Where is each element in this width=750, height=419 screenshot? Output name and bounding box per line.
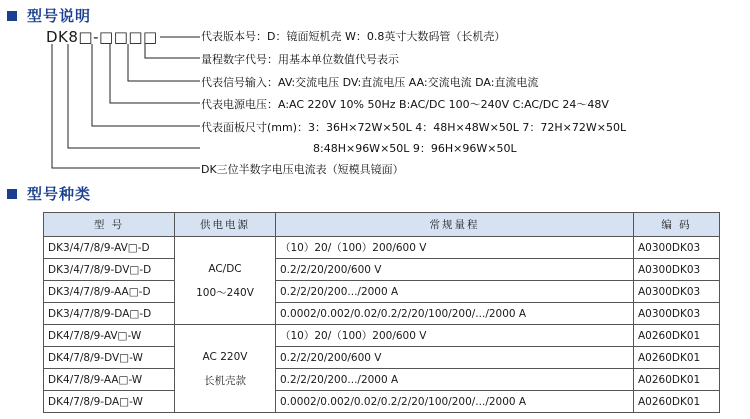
- model-cell: DK4/7/8/9-DV□-W: [44, 347, 175, 369]
- range-cell: 0.0002/0.002/0.02/0.2/2/20/100/200/.../2000 A: [276, 303, 634, 325]
- desc-range-code: 量程数字代号：用基本单位数值代号表示: [201, 53, 399, 66]
- code-cell: A0260DK01: [634, 325, 720, 347]
- model-types-table: [43, 212, 720, 413]
- power-line: 100～240V: [196, 286, 254, 299]
- section-model-types: [7, 183, 91, 204]
- code-cell: A0300DK03: [634, 259, 720, 281]
- header-model: 型 号: [44, 213, 175, 237]
- power-cell: [175, 237, 276, 325]
- power-cell: [175, 325, 276, 413]
- section-title: 型号种类: [27, 185, 92, 203]
- range-cell: 0.0002/0.002/0.02/0.2/2/20/100/200/.../2000 A: [276, 391, 634, 413]
- model-cell: DK3/4/7/8/9-AA□-D: [44, 281, 175, 303]
- desc-product: DK三位半数字电压电流表（短模具镜面）: [201, 163, 404, 176]
- table-header-row: [44, 213, 720, 237]
- model-cell: DK4/7/8/9-AV□-W: [44, 325, 175, 347]
- table-row: [44, 281, 720, 303]
- range-cell: （10）20/（100）200/600 V: [276, 325, 634, 347]
- model-cell: DK3/4/7/8/9-DV□-D: [44, 259, 175, 281]
- model-cell: DK4/7/8/9-AA□-W: [44, 369, 175, 391]
- section-title: 型号说明: [27, 7, 92, 25]
- code-cell: A0300DK03: [634, 281, 720, 303]
- header-code: 编 码: [634, 213, 720, 237]
- power-line: AC 220V: [202, 350, 248, 363]
- range-cell: 0.2/2/20/200/600 V: [276, 259, 634, 281]
- table-row: [44, 325, 720, 347]
- model-cell: DK3/4/7/8/9-DA□-D: [44, 303, 175, 325]
- model-cell: DK3/4/7/8/9-AV□-D: [44, 237, 175, 259]
- model-cell: DK4/7/8/9-DA□-W: [44, 391, 175, 413]
- code-cell: A0260DK01: [634, 369, 720, 391]
- table-row: [44, 259, 720, 281]
- table-row: [44, 347, 720, 369]
- header-range: 常规量程: [276, 213, 634, 237]
- code-cell: A0300DK03: [634, 303, 720, 325]
- code-cell: A0260DK01: [634, 347, 720, 369]
- desc-panel-size: 代表面板尺寸(mm)：3：36H×72W×50L 4：48H×48W×50L 7：72H×72W×50L: [201, 121, 627, 134]
- table-row: [44, 237, 720, 259]
- code-cell: A0260DK01: [634, 391, 720, 413]
- range-cell: （10）20/（100）200/600 V: [276, 237, 634, 259]
- desc-panel-size-cont: 8:48H×96W×50L 9：96H×96W×50L: [313, 142, 517, 155]
- table-row: [44, 303, 720, 325]
- range-cell: 0.2/2/20/200.../2000 A: [276, 369, 634, 391]
- model-code: DK8□-□□□□: [46, 28, 158, 46]
- range-cell: 0.2/2/20/200/600 V: [276, 347, 634, 369]
- header-power: 供电电源: [175, 213, 276, 237]
- code-cell: A0300DK03: [634, 237, 720, 259]
- desc-power-supply: 代表电源电压：A:AC 220V 10% 50Hz B:AC/DC 100～240V C:AC/DC 24～48V: [201, 98, 609, 111]
- desc-version: 代表版本号：D：镜面短机壳 W：0.8英寸大数码管（长机壳）: [201, 30, 506, 43]
- power-line: 长机壳款: [204, 374, 246, 387]
- desc-signal-input: 代表信号输入：AV:交流电压 DV:直流电压 AA:交流电流 DA:直流电流: [201, 76, 539, 89]
- section-marker-icon: [7, 189, 17, 199]
- range-cell: 0.2/2/20/200.../2000 A: [276, 281, 634, 303]
- power-line: AC/DC: [208, 262, 242, 275]
- table-row: [44, 369, 720, 391]
- table-row: [44, 391, 720, 413]
